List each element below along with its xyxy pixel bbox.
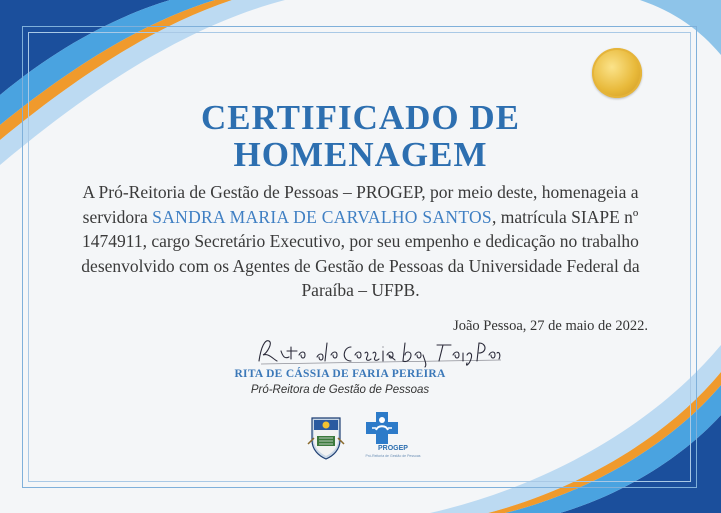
- body-text-part1: A Pró-Reitoria de Gestão de Pessoas – PROGEP, por meio deste, homenageia a servidora: [82, 182, 639, 227]
- certificate-title-line1: CERTIFICADO DE: [200, 98, 521, 137]
- certificate-title-line2: HOMENAGEM: [233, 135, 488, 174]
- progep-label: PROGEP: [378, 445, 408, 452]
- place-date: João Pessoa, 27 de maio de 2022.: [453, 318, 648, 334]
- honoree-name: SANDRA MARIA DE CARVALHO SANTOS: [152, 206, 492, 227]
- handwritten-signature: [255, 333, 505, 369]
- signer-name: RITA DE CÁSSIA DE FARIA PEREIRA: [234, 368, 446, 380]
- certificate-body: [60, 180, 661, 303]
- progep-subtitle: Pró-Reitoria de Gestão de Pessoas: [365, 454, 421, 458]
- progep-logo-icon: [362, 410, 402, 446]
- body-text-part2: , matrícula SIAPE nº 1474911, cargo Secretário Executivo, por seu empenho e dedicação no trabalho desenvolvido com os Agentes de Gestão de Pessoas da Universidade Federal da Paraíba – UFPB.: [81, 206, 640, 300]
- signer-role: Pró-Reitora de Gestão de Pessoas: [250, 384, 430, 396]
- gold-seal-icon: [592, 48, 642, 98]
- ufpb-crest-icon: [306, 416, 346, 460]
